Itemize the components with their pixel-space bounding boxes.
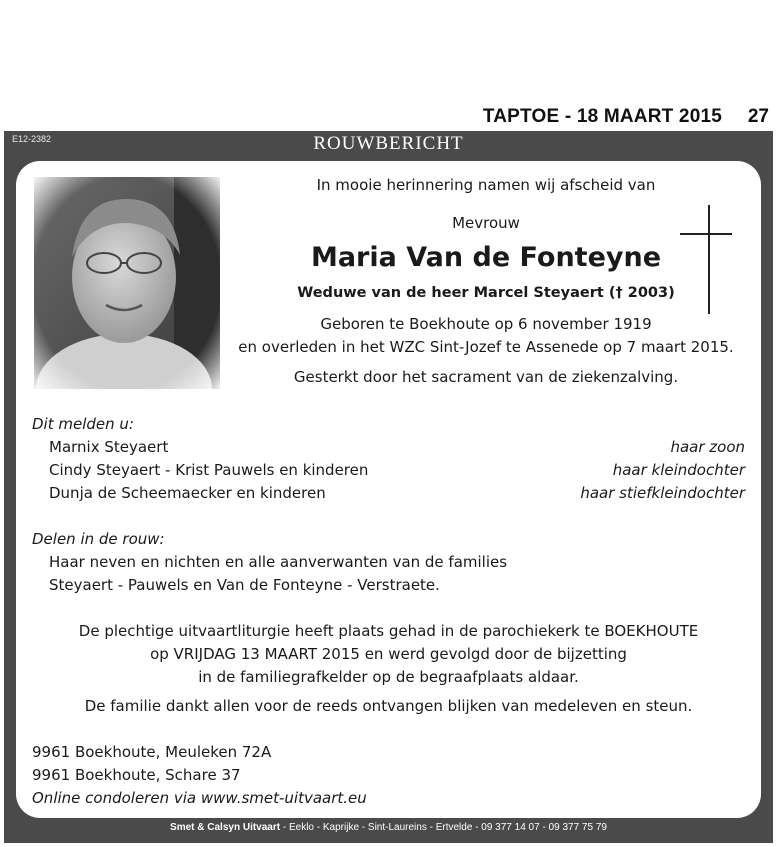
page-number: 27: [747, 106, 769, 127]
mourning-line: Haar neven en nichten en alle aanverwanten van de families: [49, 553, 508, 571]
funeral-home-details: - Eeklo - Kaprijke - Sint-Laureins - Ertvelde - 09 377 14 07 - 09 377 75 79: [280, 822, 607, 833]
cross-symbol-bar: [680, 233, 732, 235]
funeral-line: De plechtige uitvaartliturgie heeft plaats gehad in de parochiekerk te BOEKHOUTE: [78, 622, 699, 640]
mourning-line: Steyaert - Pauwels en Van de Fonteyne - Verstraete.: [49, 576, 440, 594]
obituary-card: [16, 161, 761, 818]
address-line: 9961 Boekhoute, Meuleken 72A: [32, 743, 272, 761]
funeral-line: op VRIJDAG 13 MAART 2015 en werd gevolgd door de bijzetting: [150, 645, 627, 663]
announcer-relation: haar stiefkleindochter: [580, 484, 745, 502]
online-condolence-link[interactable]: Online condoleren via www.smet-uitvaart.eu: [32, 789, 367, 807]
reference-code: E12-2382: [12, 134, 52, 144]
announcer-name: Dunja de Scheemaecker en kinderen: [49, 484, 326, 502]
announcer-name: Marnix Steyaert: [49, 438, 169, 456]
mourning-heading: Delen in de rouw:: [32, 530, 165, 548]
announcer-name: Cindy Steyaert - Krist Pauwels en kinderen: [49, 461, 369, 479]
obituary-frame: [4, 131, 773, 843]
funeral-line: in de familiegrafkelder op de begraafplaats aldaar.: [198, 668, 579, 686]
portrait-photo: [34, 177, 220, 389]
intro-line: In mooie herinnering namen wij afscheid van: [316, 176, 656, 194]
death-line: en overleden in het WZC Sint-Jozef te Assenede op 7 maart 2015.: [238, 338, 734, 356]
announcer-relation: haar zoon: [670, 438, 745, 456]
birth-line: Geboren te Boekhoute op 6 november 1919: [320, 315, 652, 333]
masthead-title: TAPTOE - 18 MAART 2015: [482, 106, 722, 127]
announce-heading: Dit melden u:: [32, 415, 134, 433]
funeral-home-name: Smet & Calsyn Uitvaart: [170, 822, 281, 833]
announcer-relation: haar kleindochter: [612, 461, 745, 479]
funeral-home-footer: [4, 822, 773, 833]
thanks-line: De familie dankt allen voor de reeds ontvangen blijken van medeleven en steun.: [84, 697, 693, 715]
deceased-name: Maria Van de Fonteyne: [310, 242, 662, 273]
sacrament-line: Gesterkt door het sacrament van de ziekenzalving.: [293, 368, 679, 386]
honorific: Mevrouw: [452, 214, 520, 232]
newspaper-masthead: [0, 106, 777, 128]
notice-header: ROUWBERICHT: [313, 133, 464, 154]
address-line: 9961 Boekhoute, Schare 37: [32, 766, 241, 784]
widow-line: Weduwe van de heer Marcel Steyaert († 2003): [297, 285, 675, 301]
